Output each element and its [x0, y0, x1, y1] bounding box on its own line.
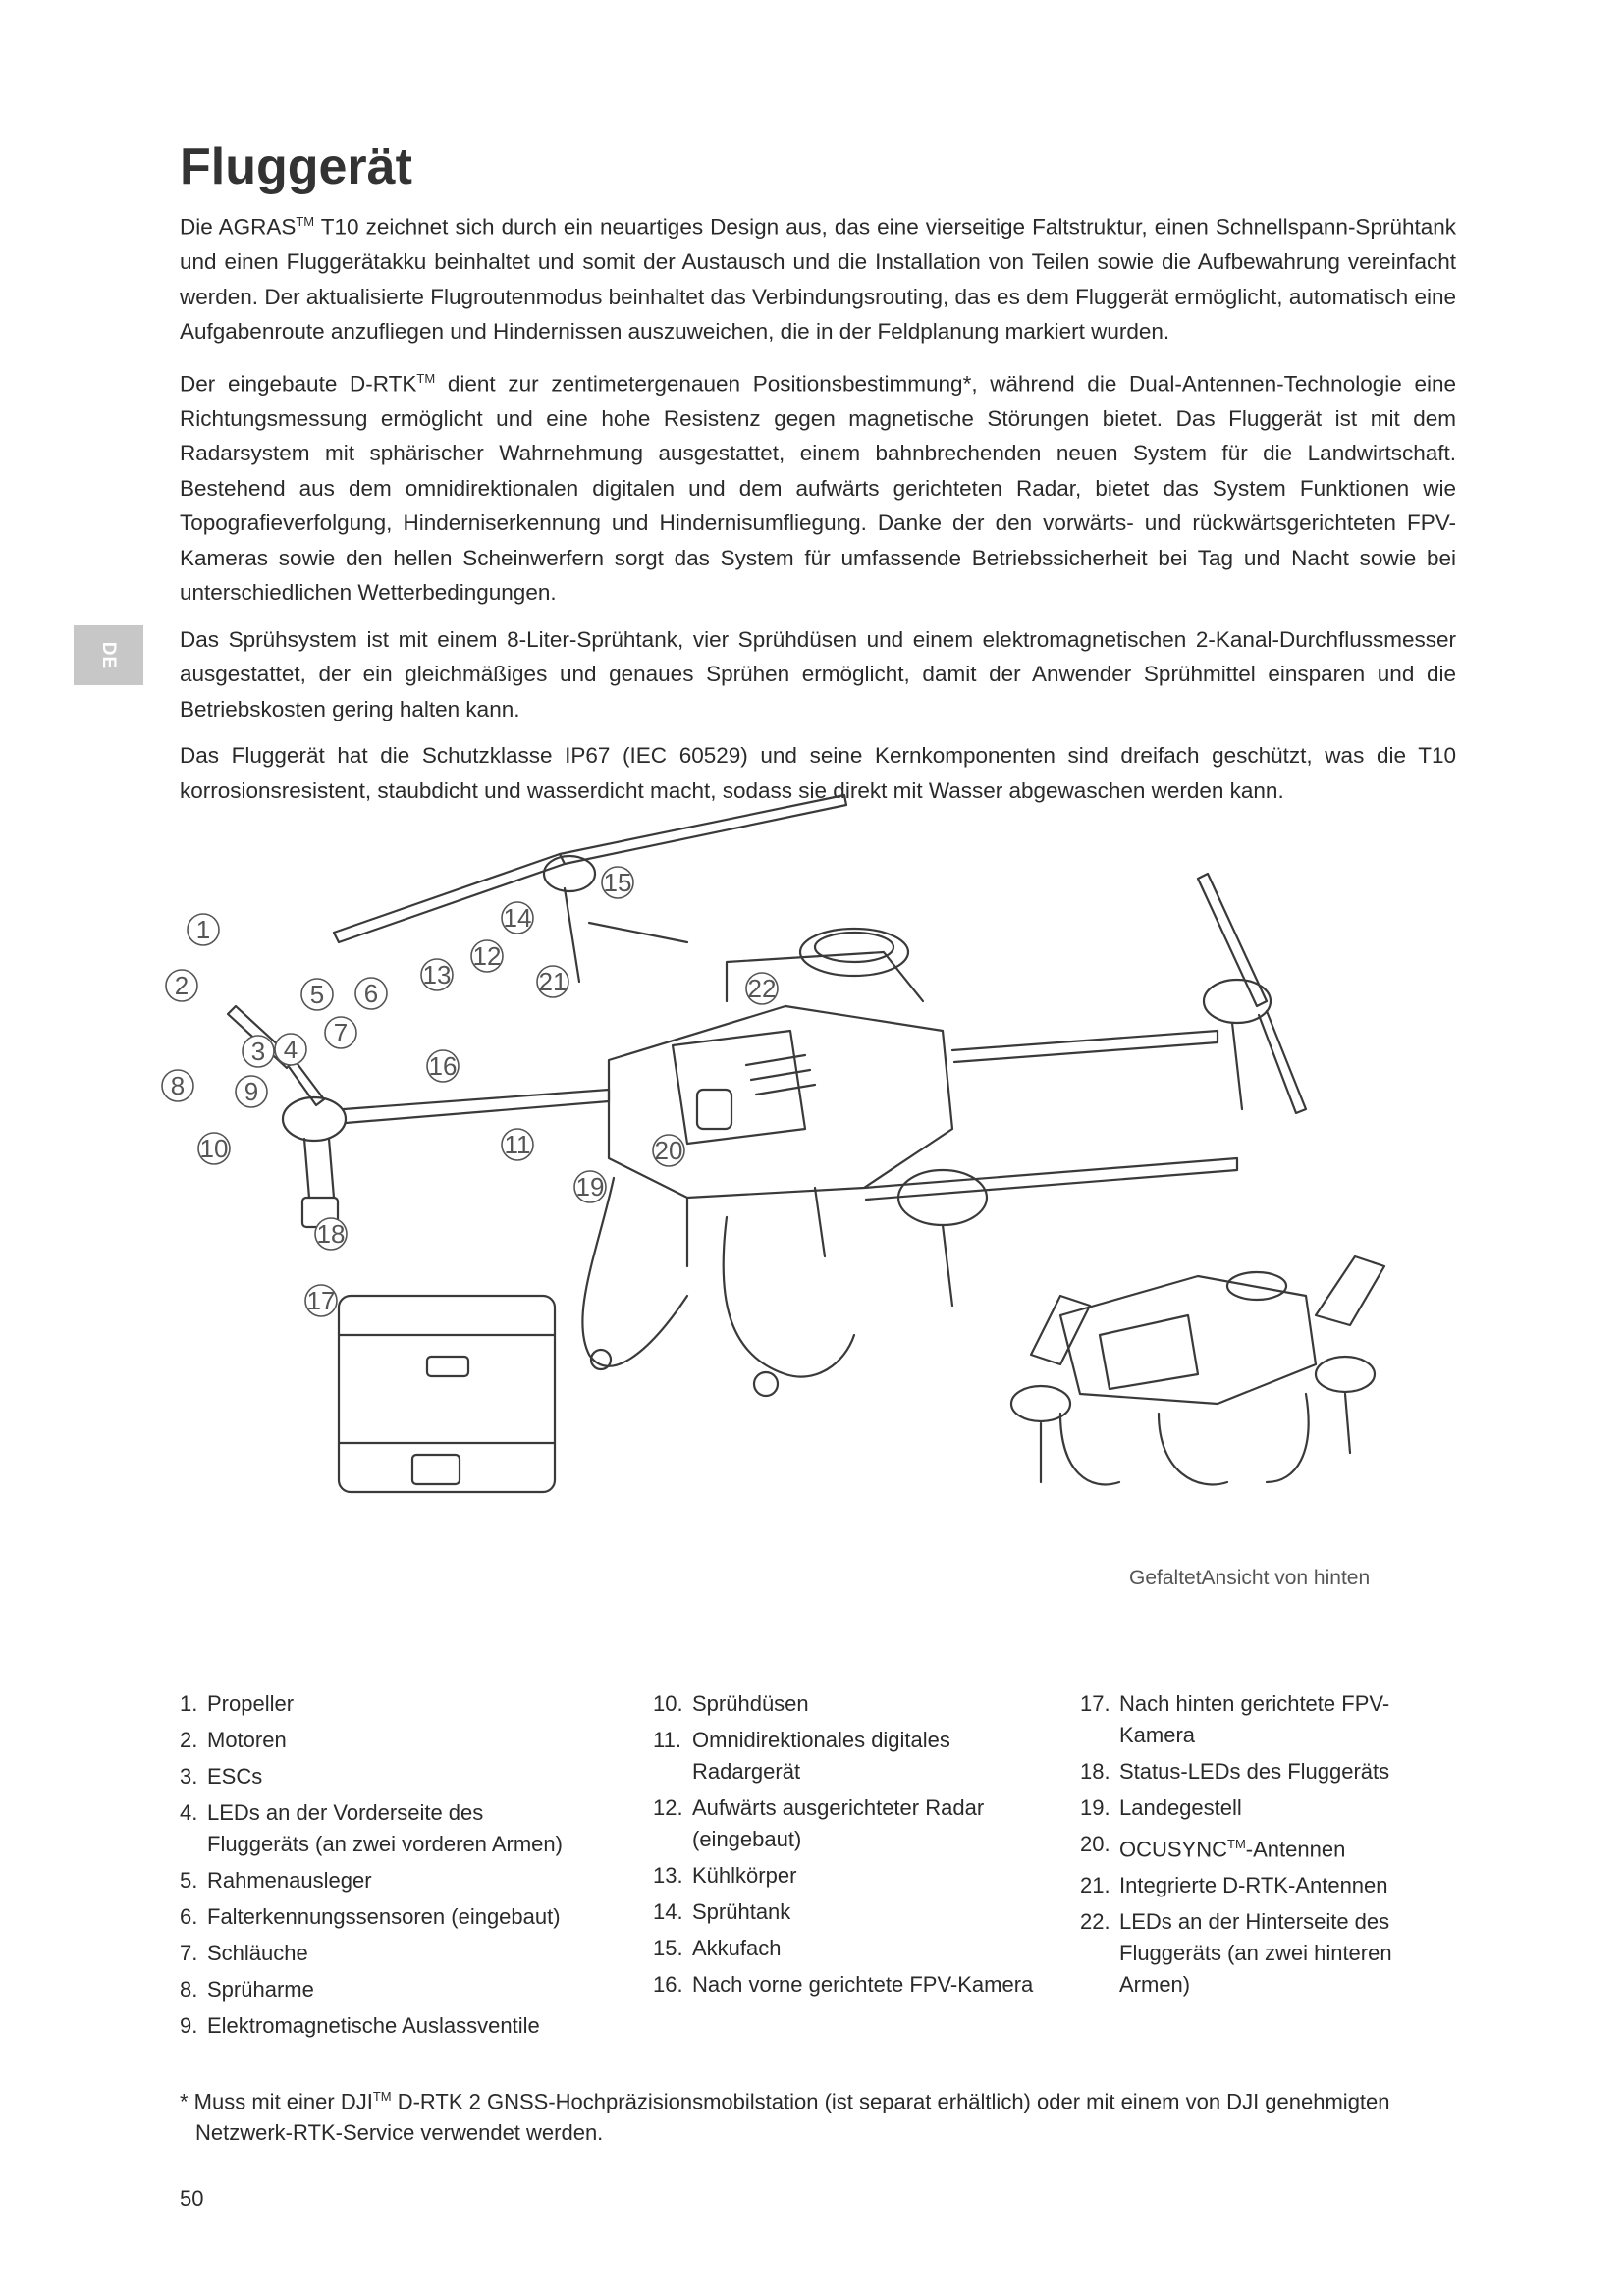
legend-item-number: 13. — [653, 1863, 683, 1888]
footnote-text-rest: D-RTK 2 GNSS-Hochpräzisionsmobilstation (ist separat erhältlich) oder mit einem von DJI genehmigten — [391, 2089, 1390, 2114]
legend-item-text-start: OCUSYNC — [1119, 1837, 1228, 1862]
legend-item — [1080, 1870, 1463, 1901]
legend-item — [653, 1896, 1036, 1928]
language-tab — [74, 625, 143, 685]
drone-main-illustration — [228, 795, 1306, 1396]
legend-item — [653, 1688, 1036, 1720]
legend-item-number: 14. — [653, 1899, 683, 1924]
callout-15: 15 — [603, 868, 632, 897]
legend-item-number: 3. — [180, 1764, 198, 1789]
callout-12: 12 — [472, 941, 502, 971]
legend-item-text: Nach vorne gerichtete FPV-Kamera — [692, 1972, 1034, 1997]
callout-10: 10 — [199, 1134, 229, 1163]
callout-8: 8 — [170, 1071, 186, 1100]
legend-item-text: Nach hinten gerichtete FPV-Kamera — [1119, 1691, 1390, 1747]
rear-detail-illustration — [339, 1296, 555, 1492]
legend-item-text: Status-LEDs des Fluggeräts — [1119, 1759, 1390, 1784]
callout-11: 11 — [504, 1130, 531, 1159]
legend-item-number: 6. — [180, 1904, 198, 1929]
legend-item-number: 12. — [653, 1795, 683, 1820]
legend-item-text: LEDs an der Hinterseite des Fluggeräts (an zwei hinteren Armen) — [1119, 1909, 1392, 1998]
legend-item-number: 11. — [653, 1728, 681, 1752]
callout-2: 2 — [174, 971, 189, 1000]
callout-7: 7 — [333, 1018, 349, 1047]
legend-item-text: Sprühtank — [692, 1899, 791, 1924]
intro-text — [180, 204, 1456, 820]
drone-diagram — [170, 805, 1473, 1610]
legend-item — [1080, 1829, 1463, 1865]
legend-item-text: Sprüharme — [207, 1977, 314, 2002]
callout-1: 1 — [195, 915, 211, 944]
callout-5: 5 — [309, 980, 325, 1009]
legend-item — [180, 1725, 563, 1756]
legend-item-number: 18. — [1080, 1759, 1110, 1784]
legend-item — [180, 1974, 563, 2005]
page-number: 50 — [180, 2186, 204, 2211]
legend-item-number: 19. — [1080, 1795, 1110, 1820]
trademark-sup: TM — [1227, 1837, 1246, 1851]
intro-p1-rest: T10 zeichnet sich durch ein neuartiges Design aus, das eine vierseitige Faltstruktur, einen Schnellspann-Sprühtank und einen Fluggerätakku beinhaltet und somit der Austausch und die Installation von Teilen sowie die Aufbewahrung vereinfacht werden. Der aktualisierte Flugroutenmodus beinhaltet das Verbindungsrouting, das es dem Fluggerät ermöglicht, automatisch eine Aufgabenroute anzufliegen und Hindernissen auszuweichen, die in der Feldplanung markiert wurden. — [180, 214, 1457, 344]
legend-item-number: 7. — [180, 1941, 198, 1965]
legend-item-number: 17. — [1080, 1691, 1110, 1716]
legend-column-3 — [1080, 1688, 1463, 2005]
footnote-line-2: Netzwerk-RTK-Service verwendet werden. — [195, 2120, 604, 2146]
callout-16: 16 — [428, 1051, 458, 1081]
legend-item — [180, 1865, 563, 1896]
folded-view-caption: GefaltetAnsicht von hinten — [1129, 1567, 1371, 1589]
legend-item-number: 10. — [653, 1691, 683, 1716]
legend-item-text: Sprühdüsen — [692, 1691, 809, 1716]
legend-item-text: Landegestell — [1119, 1795, 1242, 1820]
legend-column-1 — [180, 1688, 563, 2047]
legend-item-number: 1. — [180, 1691, 198, 1716]
legend-item-text: Motoren — [207, 1728, 287, 1752]
legend-item-text: Schläuche — [207, 1941, 308, 1965]
callout-14: 14 — [503, 903, 532, 933]
callout-20: 20 — [654, 1136, 683, 1165]
legend-item — [1080, 1688, 1463, 1751]
trademark-sup: TM — [296, 214, 315, 229]
legend-item-text: LEDs an der Vorderseite des Fluggeräts (an zwei vorderen Armen) — [207, 1800, 563, 1856]
legend-item — [653, 1725, 1036, 1788]
legend-item — [180, 1938, 563, 1969]
footnote — [180, 2081, 1476, 2149]
legend-item-text: Akkufach — [692, 1936, 782, 1960]
legend-item-text: ESCs — [207, 1764, 263, 1789]
language-tab-label: DE — [98, 641, 120, 669]
intro-paragraph-3: Das Sprühsystem ist mit einem 8-Liter-Sprühtank, vier Sprühdüsen und einem elektromagnetischen 2-Kanal-Durchflussmesser ausgestattet, der ein gleichmäßiges und genaues Sprühen ermöglicht, damit der Anwender Sprühmittel einsparen und die Betriebskosten gering halten kann. — [180, 626, 1456, 721]
footnote-star: * — [180, 2089, 189, 2114]
legend-item-text: Falterkennungssensoren (eingebaut) — [207, 1904, 561, 1929]
legend-item-number: 16. — [653, 1972, 683, 1997]
legend-item — [180, 2010, 563, 2042]
legend-item-number: 2. — [180, 1728, 198, 1752]
legend-item — [1080, 1792, 1463, 1824]
legend-item — [1080, 1906, 1463, 2001]
legend-item-text: Integrierte D-RTK-Antennen — [1119, 1873, 1388, 1898]
legend-item-number: 20. — [1080, 1832, 1110, 1856]
legend-item — [180, 1901, 563, 1933]
legend-item-text-rest: -Antennen — [1245, 1837, 1346, 1862]
callout-21: 21 — [538, 967, 568, 996]
intro-paragraph-4: Das Fluggerät hat die Schutzklasse IP67 (IEC 60529) und seine Kernkomponenten sind dreifach geschützt, was die T10 korrosionsresistent, staubdicht und wasserdicht macht, sodass sie direkt mit Wasser abgewaschen werden kann. — [180, 743, 1456, 803]
legend-item-number: 5. — [180, 1868, 198, 1893]
legend-item — [180, 1761, 563, 1792]
legend-item-text: Propeller — [207, 1691, 295, 1716]
intro-p2-start: Der eingebaute D-RTK — [180, 371, 417, 396]
intro-paragraph-2 — [180, 361, 1456, 611]
legend-item — [180, 1797, 563, 1860]
legend-item — [653, 1933, 1036, 1964]
trademark-sup: TM — [372, 2089, 392, 2104]
legend-item-number: 21. — [1080, 1873, 1110, 1898]
callout-9: 9 — [244, 1077, 259, 1106]
intro-paragraph-1 — [180, 204, 1456, 349]
trademark-sup: TM — [416, 370, 436, 386]
legend-item-text: Omnidirektionales digitales Radargerät — [692, 1728, 950, 1784]
callout-4: 4 — [283, 1035, 298, 1064]
footnote-text-start: Muss mit einer DJI — [188, 2089, 373, 2114]
callout-18: 18 — [316, 1219, 346, 1249]
callout-13: 13 — [422, 960, 452, 989]
callout-17: 17 — [306, 1286, 336, 1315]
drone-folded-illustration — [1011, 1256, 1384, 1484]
intro-p2-rest: dient zur zentimetergenauen Positionsbestimmung*, während die Dual-Antennen-Technologie eine Richtungsmessung ermöglicht und eine hohe Resistenz gegen magnetische Störungen bietet. Das Fluggerät ist mit dem Radarsystem mit sphärischer Wahrnehmung ausgestattet, einem bahnbrechenden neuen System für die Landwirtschaft. Bestehend aus dem omnidirektionalen digitalen und dem aufwärts gerichteten Radar, bietet das System Funktionen wie Topografieverfolgung, Hinderniserkennung und Hindernisumfliegung. Danke der den vorwärts- und rückwärtsgerichteten FPV-Kameras sowie den hellen Scheinwerfern sorgt das System für umfassende Betriebssicherheit bei Tag und Nacht sowie bei unterschiedlichen Wetterbedingungen. — [180, 371, 1456, 605]
legend-column-2 — [653, 1688, 1036, 2005]
callout-19: 19 — [575, 1172, 605, 1201]
legend-item-text: Kühlkörper — [692, 1863, 797, 1888]
legend-item-number: 22. — [1080, 1909, 1110, 1935]
legend-item-text — [1119, 1829, 1463, 1865]
callout-22: 22 — [747, 974, 777, 1003]
legend-item — [653, 1792, 1036, 1855]
legend-item-number: 15. — [653, 1936, 683, 1960]
legend-item-text: Elektromagnetische Auslassventile — [207, 2013, 540, 2038]
callout-6: 6 — [363, 979, 379, 1008]
legend-item-number: 8. — [180, 1977, 198, 2002]
legend-item-number: 4. — [180, 1800, 198, 1825]
legend-item-text: Rahmenausleger — [207, 1868, 372, 1893]
intro-p1-start: Die AGRAS — [180, 214, 297, 240]
legend-item — [180, 1688, 563, 1720]
callout-3: 3 — [250, 1037, 266, 1066]
legend-item-number: 9. — [180, 2013, 198, 2038]
legend-item — [653, 1969, 1036, 2001]
legend-item — [653, 1860, 1036, 1892]
legend-item — [1080, 1756, 1463, 1788]
legend-item-text: Aufwärts ausgerichteter Radar (eingebaut) — [692, 1795, 985, 1851]
page-title: Fluggerät — [180, 138, 412, 195]
